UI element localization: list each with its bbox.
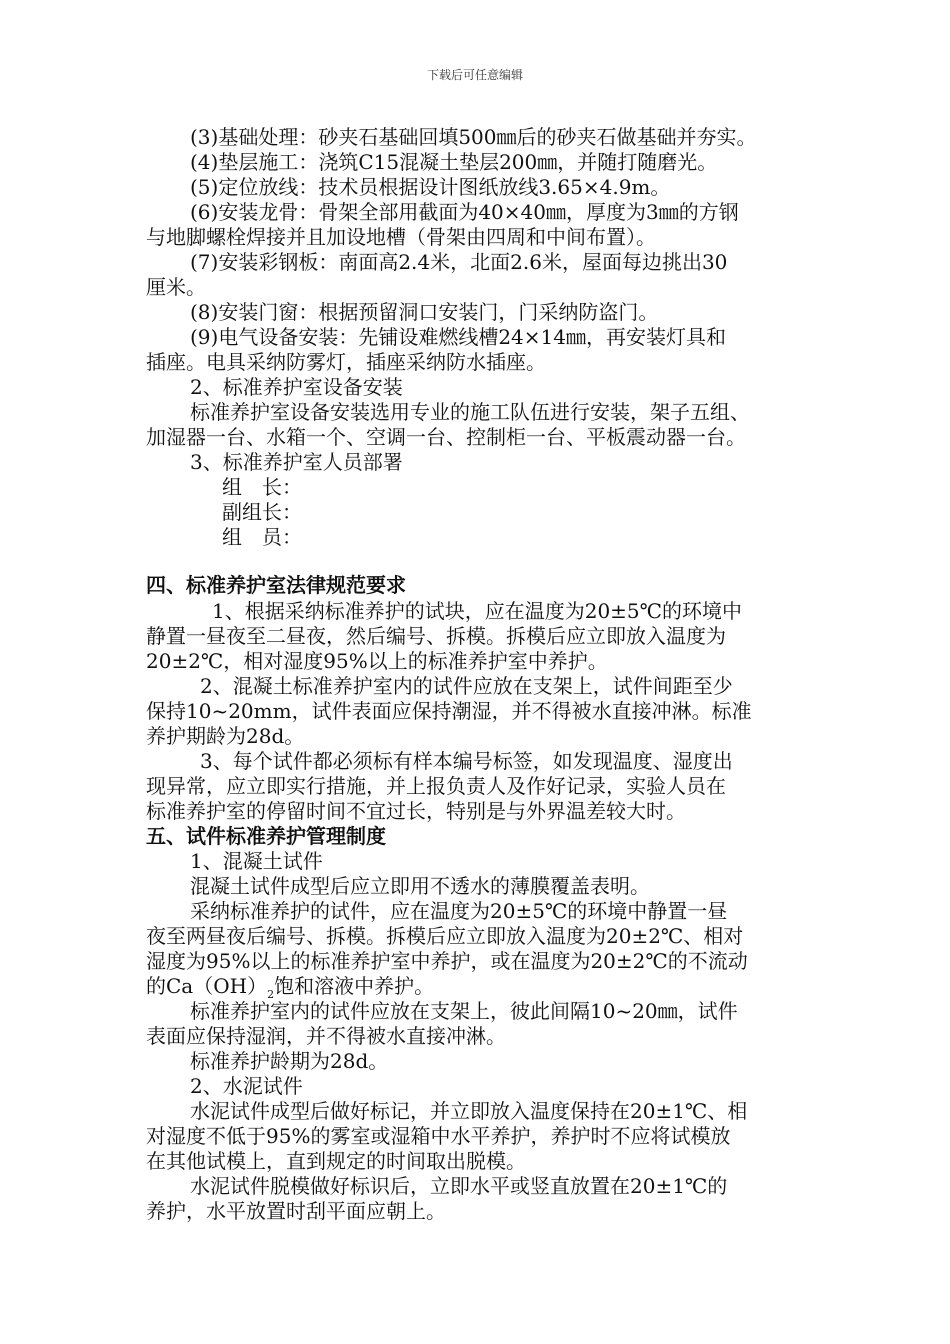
text-line: 静置一昼夜至二昼夜，然后编号、拆模。拆模后应立即放入温度为 [146, 624, 726, 648]
staff-leader: 组 长： [222, 475, 302, 499]
text-line: 保持10~20mm，试件表面应保持潮湿，并不得被水直接冲淋。标准 [146, 699, 752, 723]
text-line: 标准养护龄期为28d。 [190, 1049, 389, 1073]
subheading: 1、混凝土试件 [190, 849, 323, 873]
text-line: 养护期龄为28d。 [146, 724, 305, 748]
text-line: 水泥试件成型后做好标记，并立即放入温度保持在20±1℃、相 [190, 1099, 748, 1123]
formula-text: 的Ca（OH） [146, 974, 268, 998]
text-line: 插座。电具采纳防雾灯，插座采纳防水插座。 [146, 350, 546, 374]
text-line: (7)安装彩钢板：南面高2.4米，北面2.6米，屋面每边挑出30 [190, 250, 728, 274]
text-line: (5)定位放线：技术员根据设计图纸放线3.65×4.9m。 [190, 175, 671, 199]
subheading: 2、水泥试件 [190, 1074, 303, 1098]
text-line: 现异常，应立即实行措施，并上报负责人及作好记录，实验人员在 [146, 774, 726, 798]
section-heading-5: 五、试件标准养护管理制度 [146, 824, 386, 848]
text-line: 标准养护室内的试件应放在支架上，彼此间隔10~20㎜，试件 [190, 999, 738, 1023]
text-line: (6)安装龙骨：骨架全部用截面为40×40㎜，厚度为3㎜的方钢 [190, 200, 739, 224]
text-line: 养护，水平放置时刮平面应朝上。 [146, 1199, 446, 1223]
text-line: 水泥试件脱模做好标识后，立即水平或竖直放置在20±1℃的 [190, 1174, 728, 1198]
text-line: 夜至两昼夜后编号、拆模。拆模后应立即放入温度为20±2℃、相对 [146, 924, 744, 948]
formula-subscript: 2 [267, 988, 275, 1001]
text-line: (3)基础处理：砂夹石基础回填500㎜后的砂夹石做基础并夯实。 [190, 125, 757, 149]
subheading: 3、标准养护室人员部署 [190, 450, 403, 474]
text-line: 加湿器一台、水箱一个、空调一台、控制柜一台、平板震动器一台。 [146, 425, 746, 449]
text-line: 采纳标准养护的试件，应在温度为20±5℃的环境中静置一昼 [190, 899, 728, 923]
text-line: 3、每个试件都必须标有样本编号标签，如发现温度、湿度出 [200, 749, 733, 773]
section-heading-4: 四、标准养护室法律规范要求 [146, 573, 406, 597]
text-line: (8)安装门窗：根据预留洞口安装门，门采纳防盗门。 [190, 300, 659, 324]
staff-deputy: 副组长： [222, 500, 302, 524]
text-line: 2、混凝土标准养护室内的试件应放在支架上，试件间距至少 [200, 674, 733, 698]
staff-member: 组 员： [222, 525, 302, 549]
text-line: 对湿度不低于95%的雾室或湿箱中水平养护，养护时不应将试模放 [146, 1124, 731, 1148]
formula-tail: 饱和溶液中养护。 [274, 974, 435, 998]
text-line: (4)垫层施工：浇筑C15混凝土垫层200㎜，并随打随磨光。 [190, 150, 718, 174]
subheading: 2、标准养护室设备安装 [190, 375, 403, 399]
text-line: 标准养护室设备安装选用专业的施工队伍进行安装，架子五组、 [190, 400, 750, 424]
text-line: 在其他试模上，直到规定的时间取出脱模。 [146, 1149, 526, 1173]
text-line: 混凝土试件成型后应立即用不透水的薄膜覆盖表明。 [190, 874, 650, 898]
text-line: 与地脚螺栓焊接并且加设地槽（骨架由四周和中间布置）。 [146, 225, 656, 249]
text-line: 厘米。 [146, 275, 206, 299]
text-line: 表面应保持湿润，并不得被水直接冲淋。 [146, 1024, 506, 1048]
text-line: 标准养护室的停留时间不宜过长，特别是与外界温差较大时。 [146, 799, 686, 823]
text-line: 湿度为95%以上的标准养护室中养护，或在温度为20±2℃的不流动 [146, 949, 748, 973]
text-line: (9)电气设备安装：先铺设难燃线槽24×14㎜，再安装灯具和 [190, 325, 726, 349]
text-line: 20±2℃，相对湿度95%以上的标准养护室中养护。 [146, 649, 608, 673]
page-header: 下载后可任意编辑 [426, 68, 523, 82]
text-line: 1、根据采纳标准养护的试块，应在温度为20±5℃的环境中 [212, 599, 743, 623]
